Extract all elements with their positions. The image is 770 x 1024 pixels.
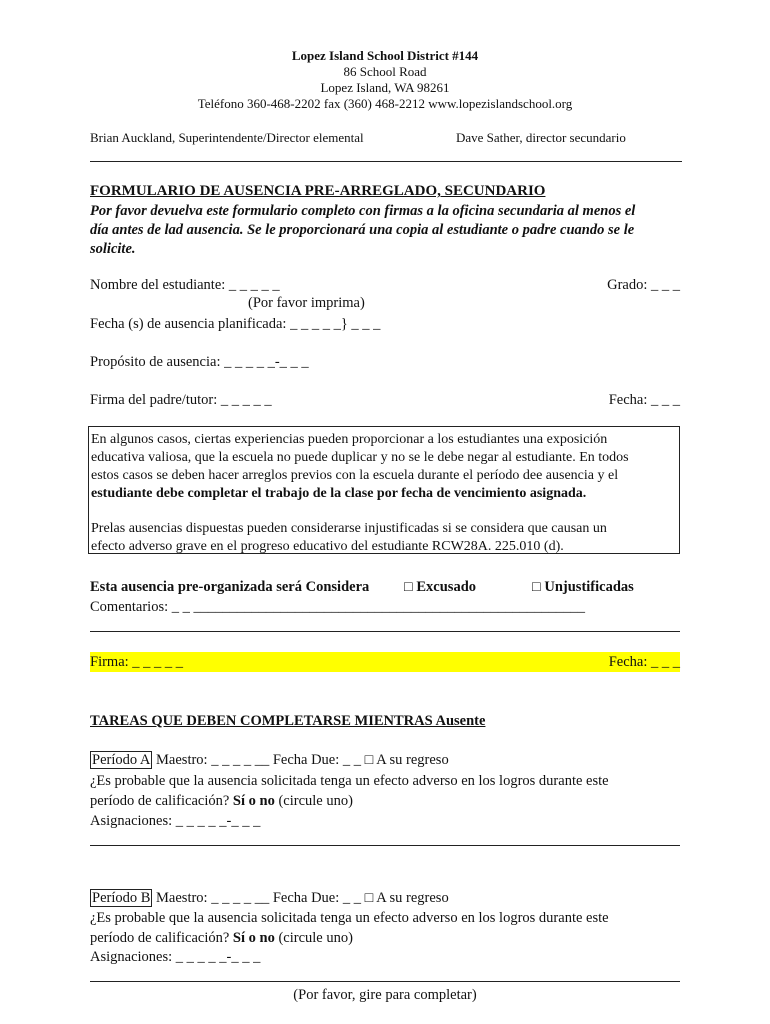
period-a-question: ¿Es probable que la ausencia solicitada tenga un efecto adverso en los logros durante este bbox=[90, 773, 609, 789]
form-title: FORMULARIO DE AUSENCIA PRE-ARREGLADO, SECUNDARIO bbox=[90, 183, 546, 199]
notice-line-3: estos casos se deben hacer arreglos previos con la escuela durante el período dee ausencia y el bbox=[91, 468, 619, 483]
period-b-q2-pre: período de calificación? bbox=[90, 930, 233, 946]
notice-line-1: En algunos casos, ciertas experiencias pueden proporcionar a los estudiantes una exposición bbox=[91, 432, 608, 447]
period-b-question: ¿Es probable que la ausencia solicitada tenga un efecto adverso en los logros durante este bbox=[90, 910, 609, 926]
period-b-fields[interactable]: Maestro: _ _ _ _ __ Fecha Due: _ _ □ A su regreso bbox=[152, 890, 449, 906]
parent-date-field[interactable]: Fecha: _ _ _ bbox=[608, 392, 680, 408]
notice-line-5: efecto adverso grave en el progreso educativo del estudiante RCW28A. 225.010 (d). bbox=[91, 539, 564, 554]
office-signature-field[interactable]: Firma: _ _ _ _ _ bbox=[90, 654, 184, 670]
period-a-q2-post: (circule uno) bbox=[274, 793, 353, 809]
unexcused-checkbox[interactable]: □ Unjustificadas bbox=[532, 579, 634, 595]
period-a-line-rule bbox=[90, 845, 680, 846]
footer-note: (Por favor, gire para completar) bbox=[293, 987, 477, 1003]
period-a-label: Período A bbox=[92, 752, 151, 768]
header-divider bbox=[90, 161, 682, 162]
grade-field[interactable]: Grado: _ _ _ bbox=[607, 277, 680, 293]
notice-line-2: educativa valiosa, que la escuela no puede duplicar y no se le debe negar al estudiante. En todos bbox=[91, 450, 629, 465]
instructions-line-1: Por favor devuelva este formulario completo con firmas a la oficina secundaria al menos el bbox=[90, 203, 636, 219]
period-a-line bbox=[90, 751, 449, 770]
period-b-question-2 bbox=[90, 929, 353, 948]
period-b-q2-post: (circule uno) bbox=[274, 930, 353, 946]
office-date-field[interactable]: Fecha: _ _ _ bbox=[608, 654, 680, 670]
tasks-title: TAREAS QUE DEBEN COMPLETARSE MIENTRAS Ausente bbox=[90, 713, 486, 729]
print-note: (Por favor imprima) bbox=[248, 295, 365, 311]
comments-line bbox=[90, 631, 680, 632]
student-name-field[interactable]: Nombre del estudiante: _ _ _ _ _ bbox=[90, 277, 280, 293]
decision-label: Esta ausencia pre-organizada será Considera bbox=[90, 579, 370, 595]
period-a-fields[interactable]: Maestro: _ _ _ _ __ Fecha Due: _ _ □ A su regreso bbox=[152, 752, 449, 768]
instructions-line-3: solicite. bbox=[90, 241, 136, 257]
period-a-yes-no[interactable]: Sí o no bbox=[232, 793, 275, 809]
period-a-q2-pre: período de calificación? bbox=[90, 793, 233, 809]
instructions-line-2: día antes de lad ausencia. Se le proporcionará una copia al estudiante o padre cuando se le bbox=[90, 222, 635, 238]
period-b-line bbox=[90, 889, 449, 908]
period-a-assignments[interactable]: Asignaciones: _ _ _ _ _-_ _ _ bbox=[90, 813, 261, 829]
period-a-question-2 bbox=[90, 792, 353, 811]
comments-field[interactable]: Comentarios: _ _ ______________________________________________________ bbox=[90, 599, 586, 615]
absence-dates-field[interactable]: Fecha (s) de ausencia planificada: _ _ _ _ _} _ _ _ bbox=[90, 316, 381, 332]
excused-checkbox[interactable]: □ Excusado bbox=[404, 579, 477, 595]
period-b-label: Período B bbox=[92, 890, 151, 906]
district-name: Lopez Island School District #144 bbox=[291, 48, 479, 63]
parent-signature-field[interactable]: Firma del padre/tutor: _ _ _ _ _ bbox=[90, 392, 272, 408]
period-b-yes-no[interactable]: Sí o no bbox=[232, 930, 275, 946]
district-street: 86 School Road bbox=[343, 64, 427, 79]
notice-line-4: Prelas ausencias dispuestas pueden considerarse injustificadas si se considera que causan un bbox=[91, 521, 607, 536]
district-city: Lopez Island, WA 98261 bbox=[320, 80, 450, 95]
period-b-assignments[interactable]: Asignaciones: _ _ _ _ _-_ _ _ bbox=[90, 949, 261, 965]
absence-purpose-field[interactable]: Propósito de ausencia: _ _ _ _ _-_ _ _ bbox=[90, 354, 309, 370]
district-contact: Teléfono 360-468-2202 fax (360) 468-2212 www.lopezislandschool.org bbox=[197, 96, 573, 111]
secondary-director: Dave Sather, director secundario bbox=[456, 130, 626, 145]
notice-bold-line: estudiante debe completar el trabajo de la clase por fecha de vencimiento asignada. bbox=[91, 486, 587, 501]
elementary-director: Brian Auckland, Superintendente/Director elemental bbox=[90, 130, 364, 145]
period-b-line-rule bbox=[90, 981, 680, 982]
